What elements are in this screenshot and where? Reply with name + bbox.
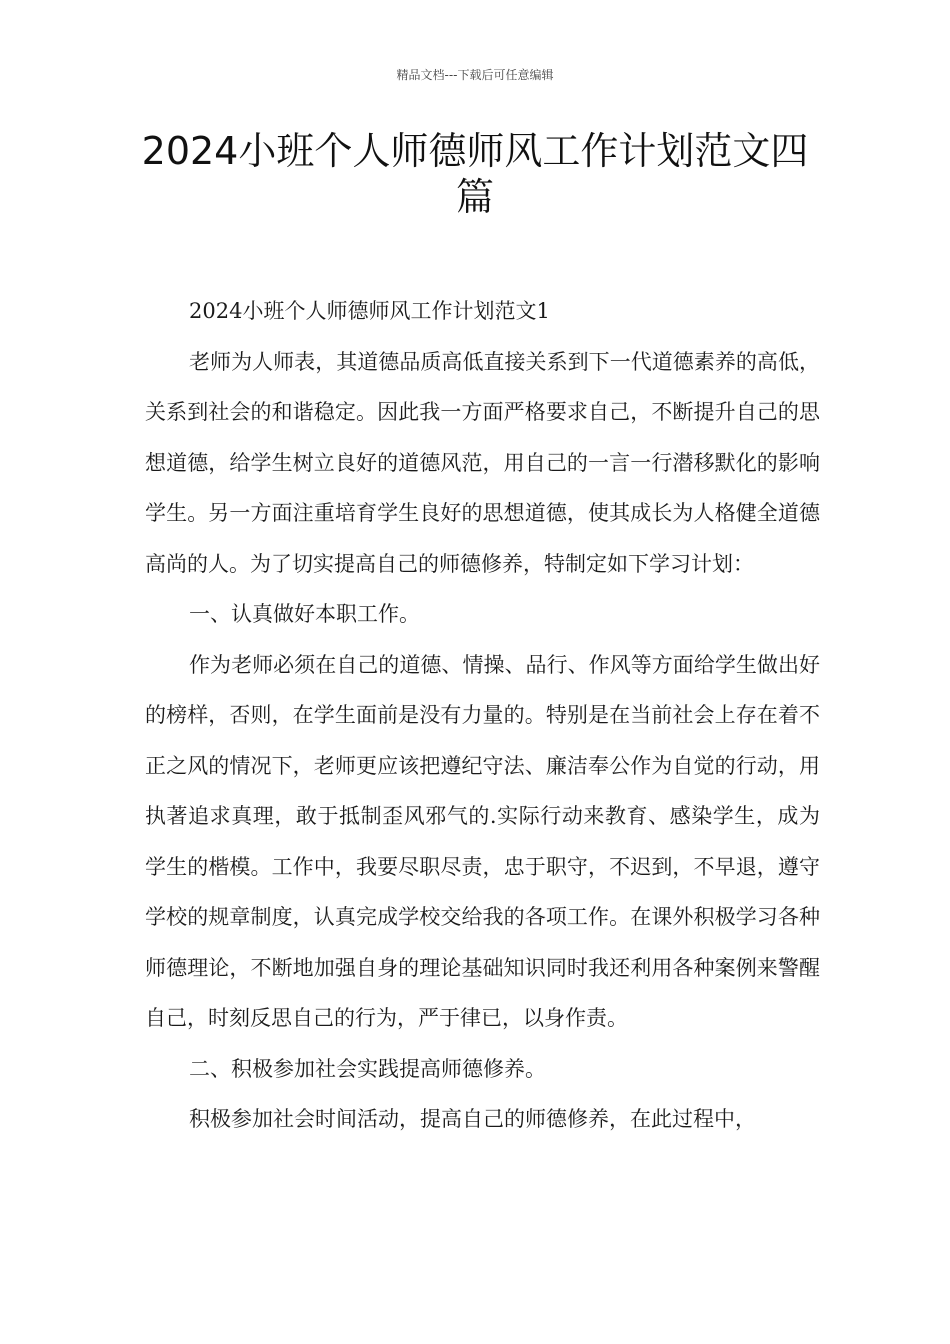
paragraph-duty: 作为老师必须在自己的道德、情操、品行、作风等方面给学生做出好的榜样，否则，在学生面前是没有力量的。特别是在当前社会上存在着不正之风的情况下，老师更应该把遵纪守法、廉洁奉公作为自觉的行动，用执著追求真理，敢于抵制歪风邪气的.实际行动来教育、感染学生，成为学生的楷模。工作中，我要尽职尽责，忠于职守，不迟到，不早退，遵守学校的规章制度，认真完成学校交给我的各项工作。在课外积极学习各种师德理论，不断地加强自身的理论基础知识同时我还利用各种案例来警醒自己，时刻反思自己的行为，严于律已，以身作责。 <box>145 652 820 1030</box>
document-title: 2024小班个人师德师风工作计划范文四篇 <box>141 129 809 219</box>
page-header: 精品文档---下载后可任意编辑 <box>396 68 554 82</box>
document-body <box>145 286 820 1145</box>
section-heading-one: 一、认真做好本职工作。 <box>189 602 420 626</box>
paragraph-intro: 老师为人师表，其道德品质高低直接关系到下一代道德素养的高低，关系到社会的和谐稳定。因此我一方面严格要求自己，不断提升自己的思想道德，给学生树立良好的道德风范，用自己的一言一行潜移默化的影响学生。另一方面注重培育学生良好的思想道德，使其成长为人格健全道德高尚的人。为了切实提高自己的师德修养，特制定如下学习计划： <box>145 349 820 576</box>
paragraph-practice: 积极参加社会时间活动，提高自己的师德修养，在此过程中， <box>189 1107 756 1131</box>
section-heading-1: 2024小班个人师德师风工作计划范文1 <box>189 299 550 323</box>
section-heading-two: 二、积极参加社会实践提高师德修养。 <box>189 1056 546 1081</box>
